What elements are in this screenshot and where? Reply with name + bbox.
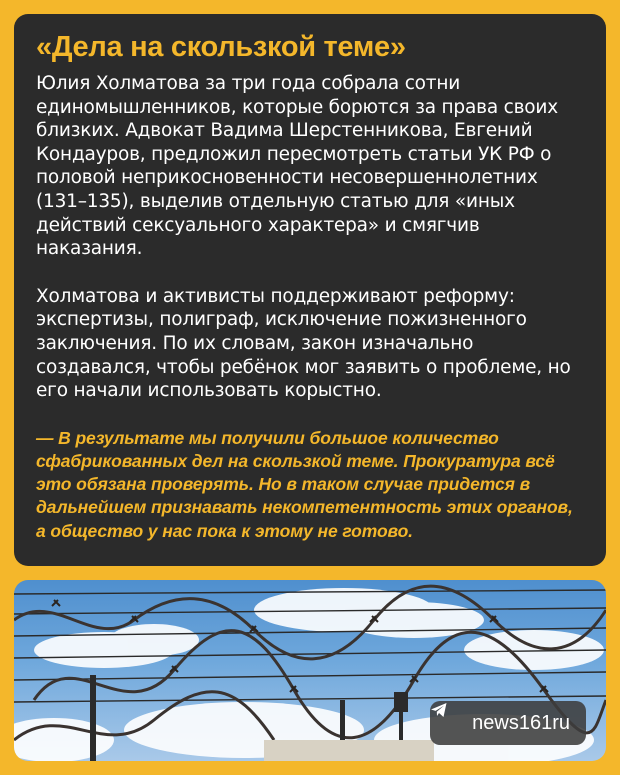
source-label: news161ru bbox=[472, 711, 570, 734]
source-badge[interactable] bbox=[430, 701, 586, 745]
telegram-icon bbox=[446, 714, 464, 732]
article-paragraph-2: Холматова и активисты поддерживают реформу: экспертизы, полиграф, исключение пожизненного заключения. По их словам, закон изначально создавался, чтобы ребёнок мог заявить о проблеме, но его начали использовать корыстно. bbox=[36, 285, 571, 402]
article-title: «Дела на скользкой теме» bbox=[36, 31, 406, 63]
article-paragraph-1: Юлия Холматова за три года собрала сотни единомышленников, которые борются за права своих близких. Адвокат Вадима Шерстенникова, Евгений Кондауров, предложил пересмотреть статьи УК РФ о половой неприкосновенности несовершеннолетних (131–135), выделив отдельную статью для «иных действий сексуального характера» и смягчив наказания. bbox=[36, 73, 558, 260]
article-card bbox=[14, 14, 606, 566]
barbed-wire-photo bbox=[14, 580, 606, 761]
article-quote: — В результате мы получили большое количество сфабрикованных дел на скользкой теме. Прокуратура всё это обязана проверять. Но в таком случае придется в дальнейшем признавать некомпетентность этих органов, а общество у нас пока к этому не готово. bbox=[36, 427, 573, 541]
